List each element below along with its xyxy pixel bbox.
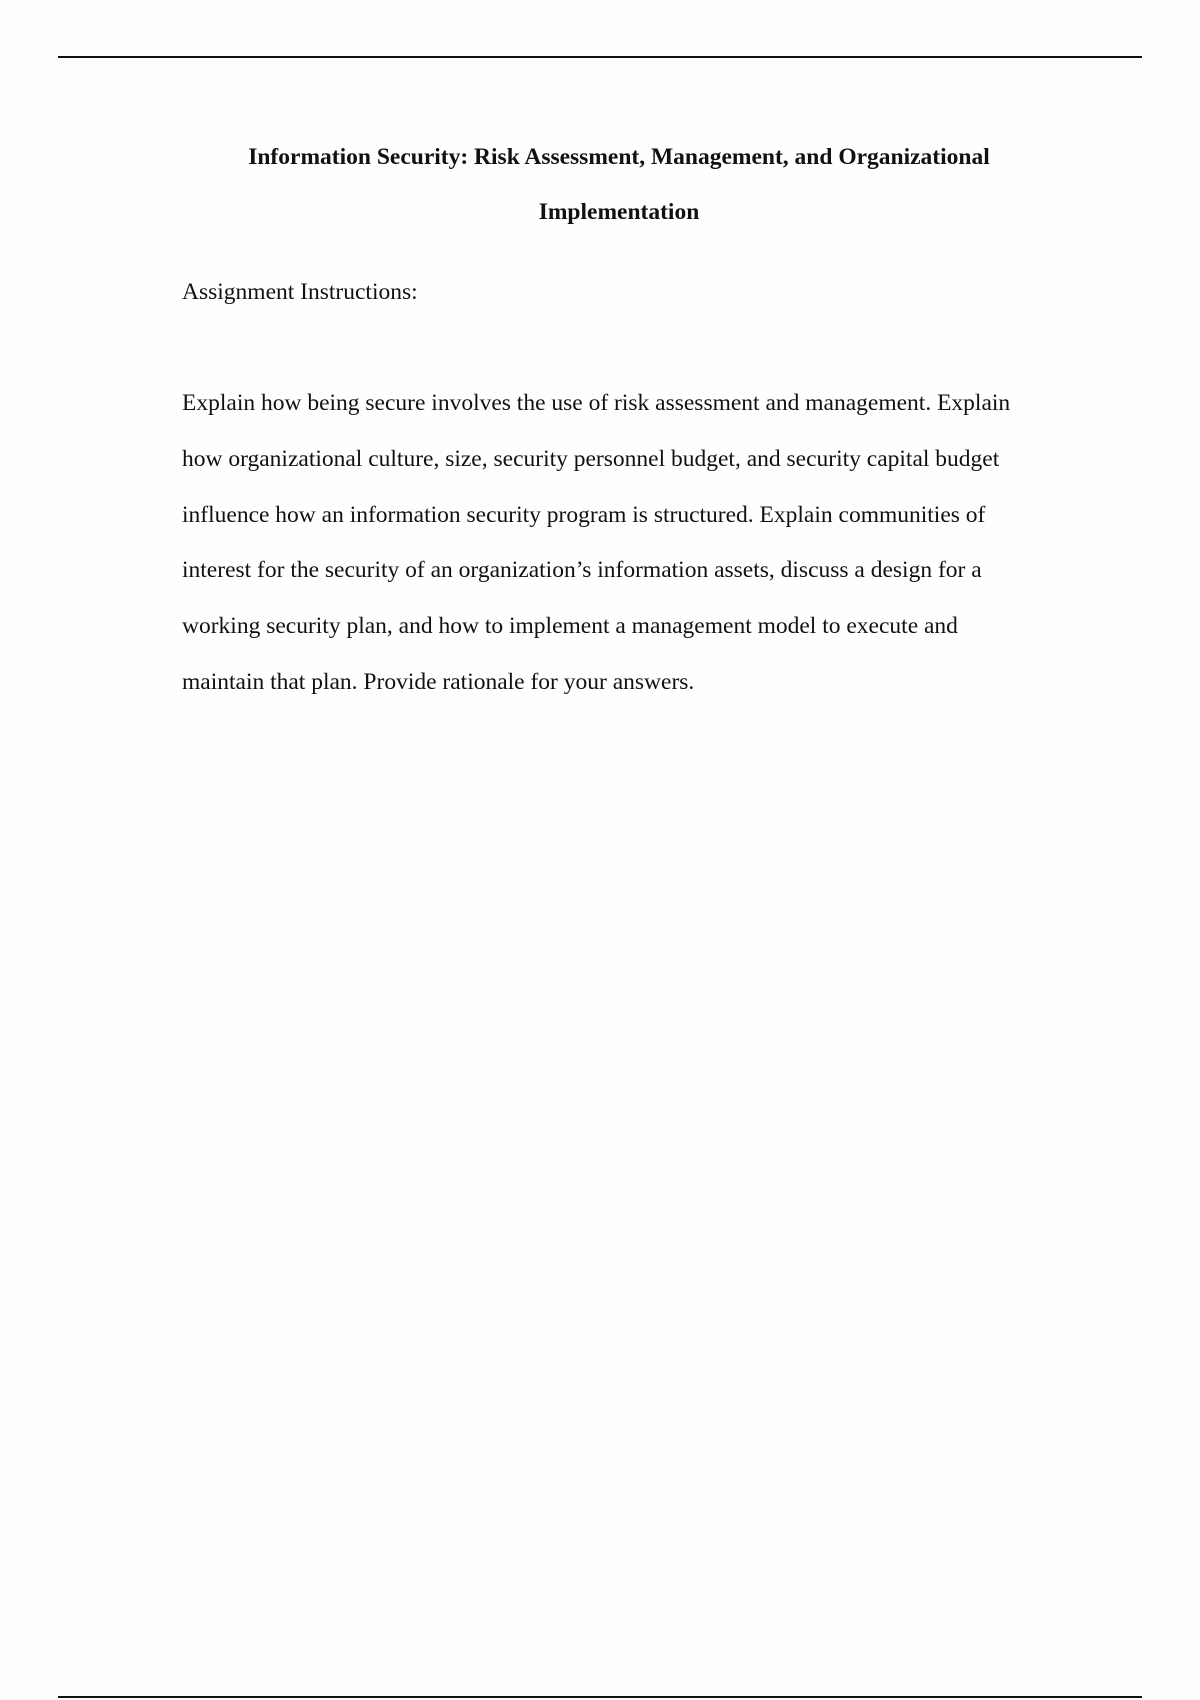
assignment-instructions-label: Assignment Instructions:: [182, 279, 418, 305]
body-line-4: interest for the security of an organization’s information assets, discuss a design for a: [182, 557, 982, 584]
assignment-body-paragraph: [182, 376, 1010, 711]
header-rule: [58, 56, 1142, 58]
body-line-3: influence how an information security program is structured. Explain communities of: [182, 501, 986, 528]
body-line-2: how organizational culture, size, security personnel budget, and security capital budget: [182, 445, 1000, 472]
document-title: [182, 130, 1056, 240]
body-line-6: maintain that plan. Provide rationale for your answers.: [182, 668, 695, 695]
body-line-1: Explain how being secure involves the use of risk assessment and management. Explain: [182, 390, 1011, 416]
body-line-5: working security plan, and how to implement a management model to execute and: [182, 613, 958, 640]
document-title-line-1: Information Security: Risk Assessment, Management, and Organizational: [248, 144, 990, 170]
footer-rule: [58, 1696, 1142, 1698]
document-title-line-2: Implementation: [538, 199, 700, 225]
